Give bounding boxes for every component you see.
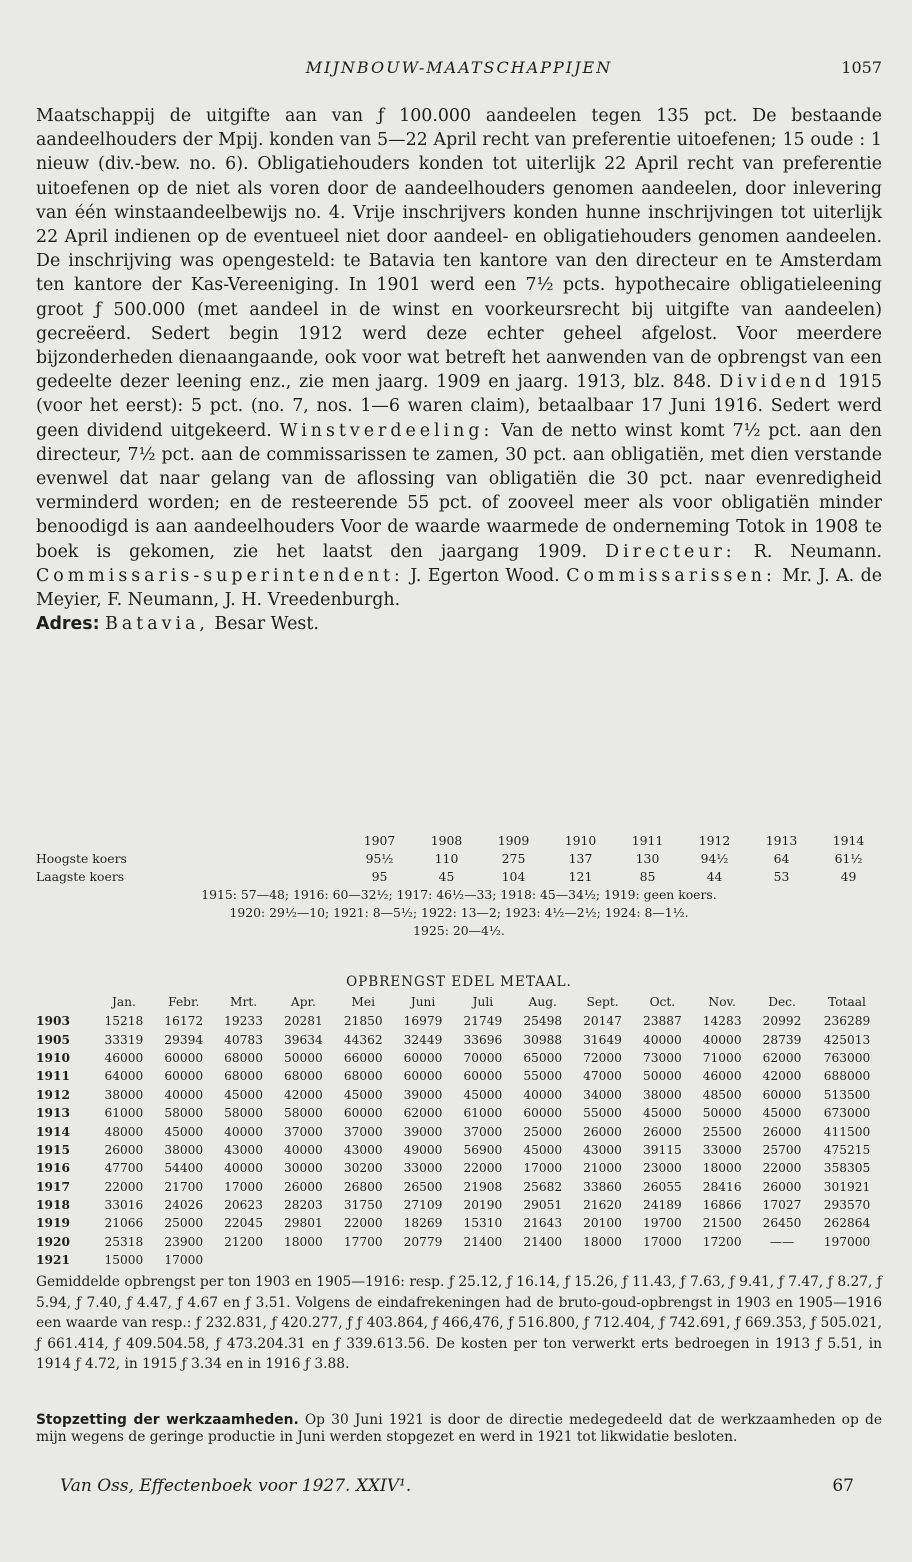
table-row xyxy=(36,1233,882,1251)
opbrengst-value: 262864 xyxy=(823,1216,871,1231)
koers-value: 275 xyxy=(501,851,526,866)
koers-year: 1910 xyxy=(564,833,597,848)
opbrengst-value: 21620 xyxy=(583,1198,622,1213)
opbrengst-value: 40000 xyxy=(164,1087,204,1102)
opbrengst-value: 26000 xyxy=(104,1142,144,1157)
opbrengst-value: 22000 xyxy=(343,1216,383,1231)
opbrengst-value: 62000 xyxy=(403,1106,443,1121)
commissarissen-label: Commissarissen: xyxy=(566,565,776,586)
opbrengst-value: 71000 xyxy=(702,1050,742,1065)
table-row xyxy=(36,1214,882,1232)
opbrengst-table xyxy=(36,992,882,1269)
opbrengst-value: 40000 xyxy=(224,1161,263,1176)
directeur-name: R. Neumann. xyxy=(753,541,882,562)
opbrengst-value: 46000 xyxy=(702,1069,742,1084)
opbrengst-value: 18269 xyxy=(403,1216,443,1231)
opbrengst-value: 43000 xyxy=(343,1142,383,1157)
koers-value: 94½ xyxy=(700,851,729,866)
opbrengst-year: 1917 xyxy=(36,1179,70,1194)
opbrengst-value: 24026 xyxy=(164,1198,204,1213)
koers-year-row xyxy=(36,832,882,850)
koers-section xyxy=(36,832,882,940)
opbrengst-value: 40000 xyxy=(702,1032,742,1047)
opbrengst-value: 17000 xyxy=(523,1161,563,1176)
opbrengst-value: 16172 xyxy=(164,1014,204,1029)
opbrengst-value xyxy=(393,1251,453,1269)
opbrengst-value: 37000 xyxy=(284,1124,323,1139)
opbrengst-header-row xyxy=(36,992,882,1012)
table-row xyxy=(36,1196,882,1214)
opbrengst-value: 33016 xyxy=(104,1198,144,1213)
opbrengst-value: 21200 xyxy=(224,1234,263,1249)
opbrengst-value: 42000 xyxy=(284,1087,323,1102)
opbrengst-value: 61000 xyxy=(104,1106,144,1121)
opbrengst-value: 20779 xyxy=(403,1234,443,1249)
koers-row-label: Hoogste koers xyxy=(36,851,127,866)
opbrengst-value: 28203 xyxy=(284,1198,323,1213)
opbrengst-year: 1903 xyxy=(36,1014,70,1029)
koers-year: 1913 xyxy=(765,833,798,848)
opbrengst-value xyxy=(513,1251,573,1269)
opbrengst-value: 32449 xyxy=(403,1032,443,1047)
footer-sheet-number: 67 xyxy=(832,1476,854,1496)
koers-line-2: 1920: 29½—10; 1921: 8—5½; 1922: 13—2; 1923: 4½—2½; 1924: 8—1½. xyxy=(229,905,689,920)
opbrengst-value: 411500 xyxy=(823,1124,871,1139)
opbrengst-year: 1921 xyxy=(36,1253,70,1268)
opbrengst-value: 29051 xyxy=(523,1198,563,1213)
commissaris-superintendent-label: Commissaris-superintendent: xyxy=(36,565,404,586)
opbrengst-value: 39634 xyxy=(284,1032,323,1047)
opbrengst-value: 45000 xyxy=(463,1087,503,1102)
opbrengst-value: 25500 xyxy=(702,1124,742,1139)
opbrengst-year: 1905 xyxy=(36,1032,70,1047)
opbrengst-value: 22000 xyxy=(762,1161,802,1176)
opbrengst-value xyxy=(692,1251,752,1269)
opbrengst-value: 17000 xyxy=(164,1253,204,1268)
opbrengst-value: 60000 xyxy=(164,1050,204,1065)
opbrengst-value: 38000 xyxy=(164,1142,204,1157)
opbrengst-value: 21749 xyxy=(463,1014,503,1029)
koers-year: 1911 xyxy=(631,833,664,848)
opbrengst-value: 33696 xyxy=(463,1032,503,1047)
opbrengst-value: 20281 xyxy=(284,1014,323,1029)
koers-year: 1909 xyxy=(497,833,530,848)
opbrengst-column-header: Juli xyxy=(472,995,494,1009)
opbrengst-value: 66000 xyxy=(343,1050,383,1065)
koers-value: 110 xyxy=(434,851,459,866)
opbrengst-value: 15310 xyxy=(463,1216,503,1231)
paragraph-dividend: 1915 (voor het eerst): 5 pct. (no. 7, nos. 1—6 waren claim), betaalbaar 17 Juni 1916. Sedert werd geen dividend uitgekeerd. xyxy=(36,372,883,441)
stopzetting-text: Op 30 Juni 1921 is door de directie medegedeeld dat de werkzaamheden op de mijn wegens de geringe productie in Juni werden stopgezet en werd in 1921 tot likwidatie besloten. xyxy=(36,1412,882,1446)
opbrengst-corner xyxy=(36,992,94,1012)
opbrengst-value: 23000 xyxy=(642,1161,682,1176)
opbrengst-value: 40783 xyxy=(224,1032,263,1047)
opbrengst-value: 21500 xyxy=(702,1216,742,1231)
opbrengst-column-header: Totaal xyxy=(828,995,866,1009)
opbrengst-value: 60000 xyxy=(164,1069,204,1084)
opbrengst-value: 21700 xyxy=(164,1179,204,1194)
opbrengst-year: 1910 xyxy=(36,1050,70,1065)
opbrengst-value: 39000 xyxy=(403,1124,443,1139)
koers-corner xyxy=(36,832,346,850)
directeur-label: Directeur: xyxy=(605,541,736,562)
opbrengst-value: 688000 xyxy=(823,1069,871,1084)
opbrengst-value: 68000 xyxy=(343,1069,383,1084)
koers-value: 61½ xyxy=(834,851,863,866)
opbrengst-value: 30988 xyxy=(523,1032,563,1047)
opbrengst-year: 1915 xyxy=(36,1142,70,1157)
opbrengst-value: 17700 xyxy=(343,1234,383,1249)
opbrengst-value: 21908 xyxy=(463,1179,503,1194)
opbrengst-value xyxy=(573,1251,633,1269)
opbrengst-value: 513500 xyxy=(823,1087,871,1102)
commissarissen-names: Mr. J. A. de Meyier, F. Neumann, J. H. Vreedenburgh. xyxy=(36,565,883,611)
adres-city: Batavia, xyxy=(105,614,209,635)
opbrengst-value: 55000 xyxy=(523,1069,563,1084)
opbrengst-value: 45000 xyxy=(642,1106,682,1121)
koers-value: 95 xyxy=(371,869,388,884)
opbrengst-value: 25700 xyxy=(762,1142,802,1157)
opbrengst-value: 44362 xyxy=(343,1032,383,1047)
company-description xyxy=(36,104,882,636)
koers-value: 49 xyxy=(840,869,857,884)
koers-table xyxy=(36,832,882,886)
opbrengst-value: 15000 xyxy=(104,1253,144,1268)
opbrengst-value: 38000 xyxy=(642,1087,682,1102)
opbrengst-value: 40000 xyxy=(642,1032,682,1047)
opbrengst-value: 68000 xyxy=(224,1050,263,1065)
opbrengst-value: 25000 xyxy=(164,1216,204,1231)
opbrengst-value: 30200 xyxy=(343,1161,383,1176)
opbrengst-column-header: Juni xyxy=(410,995,436,1009)
opbrengst-value: 50000 xyxy=(642,1069,682,1084)
opbrengst-value: 18000 xyxy=(284,1234,323,1249)
opbrengst-column-header: Nov. xyxy=(708,995,736,1009)
opbrengst-value: 43000 xyxy=(583,1142,622,1157)
opbrengst-value: 26000 xyxy=(583,1124,622,1139)
opbrengst-value: 20992 xyxy=(762,1014,802,1029)
opbrengst-value: 48500 xyxy=(702,1087,742,1102)
opbrengst-value: 38000 xyxy=(104,1087,144,1102)
opbrengst-value: 64000 xyxy=(104,1069,144,1084)
footer-source: Van Oss, Effectenboek voor 1927. XXIV¹. xyxy=(60,1476,412,1496)
opbrengst-value: 33000 xyxy=(403,1161,443,1176)
opbrengst-value xyxy=(812,1251,882,1269)
opbrengst-value: 21066 xyxy=(104,1216,144,1231)
opbrengst-value: 20190 xyxy=(463,1198,503,1213)
opbrengst-value: 21400 xyxy=(463,1234,503,1249)
opbrengst-value: 65000 xyxy=(523,1050,563,1065)
adres-street: Besar West. xyxy=(214,614,319,635)
page-footer xyxy=(60,1476,854,1500)
opbrengst-value: 45000 xyxy=(224,1087,263,1102)
koers-value: 104 xyxy=(501,869,526,884)
opbrengst-value: 21000 xyxy=(583,1161,622,1176)
opbrengst-value xyxy=(214,1251,274,1269)
opbrengst-column-header: Apr. xyxy=(290,995,316,1009)
opbrengst-year: 1912 xyxy=(36,1087,70,1102)
opbrengst-value: 72000 xyxy=(583,1050,622,1065)
opbrengst-value: 25000 xyxy=(523,1124,563,1139)
opbrengst-value: 28739 xyxy=(762,1032,802,1047)
opbrengst-value: 30000 xyxy=(284,1161,323,1176)
opbrengst-value: 42000 xyxy=(762,1069,802,1084)
opbrengst-value: 20623 xyxy=(224,1198,263,1213)
table-row xyxy=(36,1104,882,1122)
opbrengst-value: 40000 xyxy=(224,1124,263,1139)
opbrengst-value: —— xyxy=(769,1234,795,1249)
opbrengst-value: 37000 xyxy=(463,1124,503,1139)
opbrengst-value xyxy=(453,1251,513,1269)
opbrengst-value: 25498 xyxy=(523,1014,563,1029)
opbrengst-value: 236289 xyxy=(823,1014,871,1029)
opbrengst-value: 45000 xyxy=(762,1106,802,1121)
opbrengst-value: 26500 xyxy=(403,1179,443,1194)
opbrengst-column-header: Mrt. xyxy=(230,995,258,1009)
opbrengst-value: 18000 xyxy=(583,1234,622,1249)
opbrengst-value: 39115 xyxy=(642,1142,682,1157)
table-row xyxy=(36,1067,882,1085)
opbrengst-column-header: Sept. xyxy=(586,995,619,1009)
opbrengst-value: 29394 xyxy=(164,1032,204,1047)
opbrengst-column-header: Dec. xyxy=(768,995,796,1009)
opbrengst-value: 37000 xyxy=(343,1124,383,1139)
opbrengst-value: 24189 xyxy=(642,1198,682,1213)
koers-value: 137 xyxy=(568,851,593,866)
opbrengst-value: 22045 xyxy=(224,1216,263,1231)
opbrengst-year: 1911 xyxy=(36,1069,70,1084)
opbrengst-value: 46000 xyxy=(104,1050,144,1065)
opbrengst-value: 21400 xyxy=(523,1234,563,1249)
opbrengst-value: 301921 xyxy=(823,1179,871,1194)
opbrengst-year: 1919 xyxy=(36,1216,70,1231)
opbrengst-value: 22000 xyxy=(104,1179,144,1194)
opbrengst-value: 68000 xyxy=(224,1069,263,1084)
opbrengst-value: 17000 xyxy=(642,1234,682,1249)
opbrengst-value: 23900 xyxy=(164,1234,204,1249)
opbrengst-value: 60000 xyxy=(762,1087,802,1102)
opbrengst-value: 54400 xyxy=(164,1161,204,1176)
koers-year: 1914 xyxy=(832,833,865,848)
opbrengst-value: 293570 xyxy=(823,1198,871,1213)
opbrengst-value: 475215 xyxy=(823,1142,871,1157)
opbrengst-value: 22000 xyxy=(463,1161,503,1176)
stopzetting-paragraph xyxy=(36,1412,882,1447)
koers-row xyxy=(36,868,882,886)
opbrengst-column-header: Mei xyxy=(351,995,376,1009)
opbrengst-value: 20100 xyxy=(583,1216,622,1231)
opbrengst-value: 70000 xyxy=(463,1050,503,1065)
running-head: MIJNBOUW-MAATSCHAPPIJEN xyxy=(305,58,613,77)
paragraph-issue: Maatschappij de uitgifte aan van ƒ 100.000 aandeelen tegen 135 pct. De bestaande aandeelhouders der Mpij. konden van 5—22 April recht van preferentie uitoefenen; 15 oude : 1 nieuw (div.-bew. no. 6). Obligatiehouders konden tot uiterlijk 22 April recht van preferentie uitoefenen op de niet als voren door de aandeelhouders genomen aandeelen, door inlevering van één winstaandeelbewijs no. 4. Vrije inschrijvers konden hunne inschrijvingen tot uiterlijk 22 April indienen op de eventueel niet door aandeel- en obligatiehouders genomen aandeelen. De inschrijving was opengesteld: te Batavia ten kantore van den directeur en te Amsterdam ten kantore der Kas-Vereeniging. In 1901 werd een 7½ pcts. hypothecaire obligatieleening groot ƒ 500.000 (met aandeel in de winst en voorkeursrecht bij uitgifte van aandeelen) gecreëerd. Sedert begin 1912 werd deze echter geheel afgelost. Voor meerdere bijzonderheden dienaangaande, ook voor wat betreft het aanwenden van de opbrengst van een gedeelte dezer leening enz., zie men jaarg. 1909 en jaarg. 1913, blz. 848. xyxy=(36,106,882,393)
commissaris-superintendent-name: J. Egerton Wood. xyxy=(410,565,560,586)
dividend-label: Dividend xyxy=(719,372,831,393)
table-row xyxy=(36,1178,882,1196)
opbrengst-value: 48000 xyxy=(104,1124,144,1139)
opbrengst-value: 50000 xyxy=(702,1106,742,1121)
koers-row xyxy=(36,850,882,868)
opbrengst-value: 21850 xyxy=(343,1014,383,1029)
opbrengst-value: 33860 xyxy=(583,1179,622,1194)
opbrengst-value: 55000 xyxy=(583,1106,622,1121)
table-row xyxy=(36,1086,882,1104)
opbrengst-value: 60000 xyxy=(403,1069,443,1084)
opbrengst-column-header: Jan. xyxy=(111,995,136,1009)
opbrengst-column-header: Oct. xyxy=(649,995,676,1009)
opbrengst-value: 45000 xyxy=(164,1124,204,1139)
opbrengst-value: 26000 xyxy=(762,1124,802,1139)
opbrengst-value: 16866 xyxy=(702,1198,742,1213)
opbrengst-value: 61000 xyxy=(463,1106,503,1121)
opbrengst-value xyxy=(273,1251,333,1269)
opbrengst-value: 31649 xyxy=(583,1032,622,1047)
koers-year: 1912 xyxy=(698,833,731,848)
opbrengst-value: 197000 xyxy=(823,1234,871,1249)
opbrengst-value: 62000 xyxy=(762,1050,802,1065)
opbrengst-value: 425013 xyxy=(823,1032,871,1047)
opbrengst-value: 40000 xyxy=(284,1142,323,1157)
opbrengst-column-header: Aug. xyxy=(528,995,557,1009)
table-row xyxy=(36,1049,882,1067)
opbrengst-year: 1916 xyxy=(36,1161,70,1176)
opbrengst-value: 17200 xyxy=(702,1234,742,1249)
opbrengst-year: 1920 xyxy=(36,1234,70,1249)
opbrengst-value: 58000 xyxy=(164,1106,204,1121)
table-row xyxy=(36,1159,882,1177)
opbrengst-value: 27109 xyxy=(403,1198,443,1213)
opbrengst-value: 26000 xyxy=(642,1124,682,1139)
opbrengst-value: 20147 xyxy=(583,1014,622,1029)
opbrengst-value: 14283 xyxy=(702,1014,742,1029)
opbrengst-value: 29801 xyxy=(284,1216,323,1231)
opbrengst-value: 47700 xyxy=(104,1161,144,1176)
opbrengst-column-header: Febr. xyxy=(168,995,200,1009)
opbrengst-value: 49000 xyxy=(403,1142,443,1157)
koers-value: 85 xyxy=(639,869,656,884)
opbrengst-value: 68000 xyxy=(284,1069,323,1084)
opbrengst-value: 17000 xyxy=(224,1179,263,1194)
opbrengst-value: 673000 xyxy=(823,1106,871,1121)
opbrengst-value: 73000 xyxy=(642,1050,682,1065)
opbrengst-title: OPBRENGST EDEL METAAL. xyxy=(346,974,572,990)
page-header xyxy=(36,58,882,82)
opbrengst-value xyxy=(752,1251,812,1269)
opbrengst-value: 358305 xyxy=(823,1161,871,1176)
opbrengst-value: 58000 xyxy=(284,1106,323,1121)
opbrengst-value xyxy=(632,1251,692,1269)
opbrengst-value: 28416 xyxy=(702,1179,742,1194)
opbrengst-value: 25682 xyxy=(523,1179,563,1194)
average-yield-text: Gemiddelde opbrengst per ton 1903 en 1905—1916: resp. ƒ 25.12, ƒ 16.14, ƒ 15.26, ƒ 11.43, ƒ 7.63, ƒ 9.41, ƒ 7.47, ƒ 8.27, ƒ 5.94, ƒ 7.40, ƒ 4.47, ƒ 4.67 en ƒ 3.51. Volgens de eindafrekeningen had de bruto-goud-opbrengst in 1903 en 1905—1916 een waarde van resp.: ƒ 232.831, ƒ 420.277, ƒ ƒ 403.864, ƒ 466,476, ƒ 516.800, ƒ 712.404, ƒ 742.691, ƒ 669.353, ƒ 505.021, ƒ 661.414, ƒ 409.504.58, ƒ 473.204.31 en ƒ 339.613.56. De kosten per ton verwerkt erts bedroegen in 1913 ƒ 5.51, in 1914 ƒ 4.72, in 1915 ƒ 3.34 en in 1916 ƒ 3.88. xyxy=(36,1274,882,1373)
opbrengst-value: 43000 xyxy=(224,1142,263,1157)
table-row xyxy=(36,1251,882,1269)
page-number: 1057 xyxy=(841,58,882,77)
koers-value: 64 xyxy=(773,851,790,866)
opbrengst-value: 23887 xyxy=(642,1014,682,1029)
opbrengst-value: 16979 xyxy=(403,1014,443,1029)
opbrengst-value: 26450 xyxy=(762,1216,802,1231)
opbrengst-value: 21643 xyxy=(523,1216,563,1231)
koers-year: 1908 xyxy=(430,833,463,848)
opbrengst-value: 58000 xyxy=(224,1106,263,1121)
koers-value: 95½ xyxy=(365,851,394,866)
paragraph-winstverdeeling: Van de netto winst komt 7½ pct. aan den directeur, 7½ pct. aan de commissarissen te zamen, 30 pct. aan obligatiën, met dien verstande evenwel dat naar gelang van de aflossing van obligatiën die 30 pct. naar evenredigheid verminderd worden; en de resteerende 55 pct. of zooveel meer als voor obligatiën minder benoodigd is aan aandeelhouders Voor de waarde waarmede de onderneming Totok in 1908 te boek is gekomen, zie het laatst den jaargang 1909. xyxy=(36,420,882,562)
opbrengst-value xyxy=(333,1251,393,1269)
opbrengst-value: 39000 xyxy=(403,1087,443,1102)
koers-value: 44 xyxy=(706,869,723,884)
opbrengst-value: 19233 xyxy=(224,1014,263,1029)
opbrengst-value: 26000 xyxy=(762,1179,802,1194)
opbrengst-value: 15218 xyxy=(104,1014,144,1029)
opbrengst-value: 19700 xyxy=(642,1216,682,1231)
table-row xyxy=(36,1141,882,1159)
opbrengst-value: 34000 xyxy=(583,1087,622,1102)
opbrengst-value: 45000 xyxy=(523,1142,563,1157)
koers-value: 53 xyxy=(773,869,790,884)
koers-value: 121 xyxy=(568,869,593,884)
stopzetting-label: Stopzetting der werkzaamheden. xyxy=(36,1412,299,1428)
table-row xyxy=(36,1012,882,1030)
opbrengst-value: 47000 xyxy=(583,1069,622,1084)
opbrengst-value: 45000 xyxy=(343,1087,383,1102)
opbrengst-value: 33000 xyxy=(702,1142,742,1157)
opbrengst-value: 56900 xyxy=(463,1142,503,1157)
table-row xyxy=(36,1122,882,1140)
opbrengst-value: 40000 xyxy=(523,1087,563,1102)
opbrengst-value: 26000 xyxy=(284,1179,323,1194)
adres-label: Adres: xyxy=(36,614,100,635)
koers-line-3: 1925: 20—4½. xyxy=(413,923,505,938)
opbrengst-value: 50000 xyxy=(284,1050,323,1065)
opbrengst-section xyxy=(36,992,882,1269)
opbrengst-value: 26800 xyxy=(343,1179,383,1194)
opbrengst-value: 60000 xyxy=(523,1106,563,1121)
opbrengst-year: 1913 xyxy=(36,1106,70,1121)
opbrengst-value: 60000 xyxy=(403,1050,443,1065)
opbrengst-value: 33319 xyxy=(104,1032,144,1047)
opbrengst-year: 1918 xyxy=(36,1198,70,1213)
koers-value: 45 xyxy=(438,869,455,884)
opbrengst-value: 60000 xyxy=(343,1106,383,1121)
winstverdeeling-label: Winstverdeeling: xyxy=(279,420,494,441)
opbrengst-value: 26055 xyxy=(642,1179,682,1194)
opbrengst-value: 25318 xyxy=(104,1234,144,1249)
koers-year: 1907 xyxy=(363,833,396,848)
opbrengst-value: 17027 xyxy=(762,1198,802,1213)
opbrengst-year: 1914 xyxy=(36,1124,70,1139)
opbrengst-value: 763000 xyxy=(823,1050,871,1065)
opbrengst-value: 31750 xyxy=(343,1198,383,1213)
opbrengst-value: 60000 xyxy=(463,1069,503,1084)
opbrengst-value: 18000 xyxy=(702,1161,742,1176)
koers-line-1: 1915: 57—48; 1916: 60—32½; 1917: 46½—33; 1918: 45—34½; 1919: geen koers. xyxy=(201,887,717,902)
koers-row-label: Laagste koers xyxy=(36,869,125,884)
table-row xyxy=(36,1030,882,1048)
koers-value: 130 xyxy=(635,851,660,866)
